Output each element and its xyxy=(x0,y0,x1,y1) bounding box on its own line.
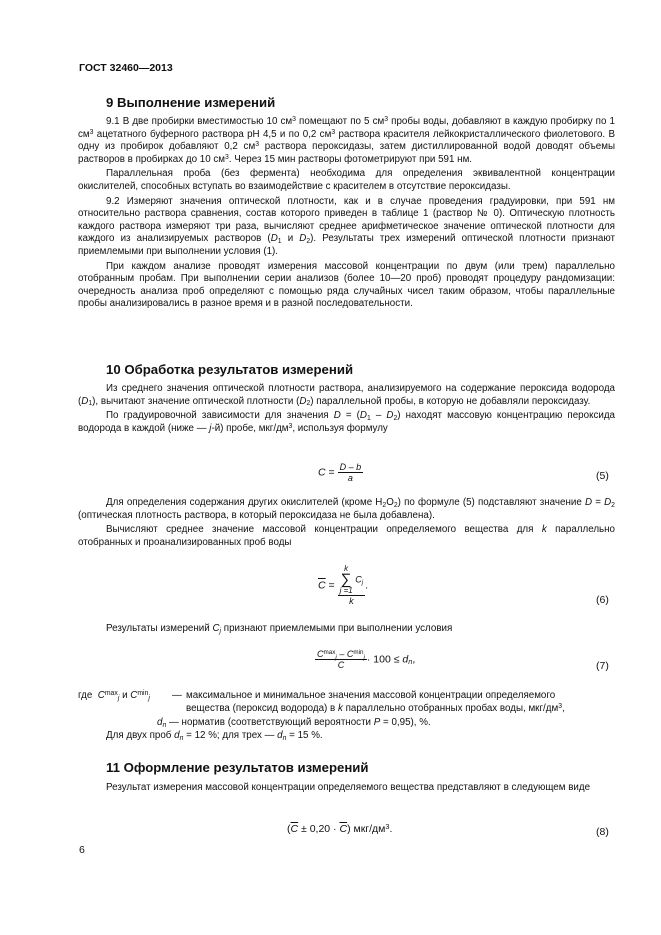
paragraph-10-5: Результаты измерений $C_j$ признают приемлемыми при выполнении условия xyxy=(106,623,453,635)
equation-5-number: (5) xyxy=(596,470,609,482)
paragraph-10-1: Из среднего значения оптической плотности раствора, анализируемого на содержание пероксида водорода $(D_1)$, вычитают значение оптической плотности $(D_2)$ параллельной пробы, в которую не добавляли пероксидазу. xyxy=(78,383,615,408)
section-10-body-a xyxy=(78,383,615,435)
paragraph-10-2: По градуировочной зависимости для значения $D = (D_1 - D_2)$ находят массовую концентрацию пероксида водорода в каждой (ниже — j-й) пробе, мкг/$дм^3$, используя формулу xyxy=(78,410,615,434)
paragraph-10-4: Вычисляют среднее значение массовой концентрации определяемого вещества для k параллельно отобранных и проанализированных проб воды xyxy=(78,524,616,548)
section-9-body xyxy=(78,116,615,311)
where-definition-2: $d_n$ — норматив (соответствующий вероятности P = 0,95), %. xyxy=(157,717,431,729)
where-clause-dash: — xyxy=(172,690,182,701)
where-definition-1b: вещества (пероксид водорода) в k параллельно отобранных пробах воды, мкг/$дм^3$, xyxy=(186,702,565,714)
section-11-title: 11 Оформление результатов измерений xyxy=(106,760,369,775)
document-header: ГОСТ 32460—2013 xyxy=(79,62,173,74)
equation-7: $\frac{C^{max}_j - C^{min}_j}{C}$ · $100 \le d_n$, xyxy=(317,649,416,670)
section-10-title: 10 Обработка результатов измерений xyxy=(106,362,354,377)
page-number: 6 xyxy=(79,844,85,856)
paragraph-9-parallel: Параллельная проба (без фермента) необходима для определения эквивалентной концентрации окислителей, способных вступать во взаимодействие с красителем в отсутствие пероксидазы. xyxy=(78,168,615,192)
equation-6-number: (6) xyxy=(596,594,609,606)
section-11-body xyxy=(78,782,615,795)
paragraph-10-6: Для двух проб $d_n = 12$ %; для трех — $d_n = 15$ %. xyxy=(106,730,323,742)
paragraph-10-3: Для определения содержания других окислителей (кроме $Н_2О_2$) по формуле (5) подставляют значение $D = D_2$ (оптическая плотность раствора, в который пероксидаза не была добавлена). xyxy=(78,497,615,521)
where-definition-1a: максимальное и минимальное значения массовой концентрации определяемого xyxy=(186,690,556,701)
paragraph-11-1: Результат измерения массовой концентрации определяемого вещества представляют в следующем виде xyxy=(106,782,591,793)
equation-8-number: (8) xyxy=(596,826,609,838)
paragraph-9-2: 9.2 Измеряют значения оптической плотности, как и в случае проведения градуировки, при 591 нм относительно раствора сравнения, состав которого приведен в таблице 1 (раствор № 0). Оптическую плотность каждого раствора измеряют три раза, вычисляют среднее арифметическое значение оптической плотности для каждого из анализируемых растворов ($D_1$ и $D_2$). Результаты трех измерений оптической плотности признают приемлемыми при выполнении условия (1). xyxy=(78,195,615,257)
where-clause-line-1: где $C^{max}_j$ и $C^{min}_j$ xyxy=(78,689,150,702)
equation-7-number: (7) xyxy=(596,660,609,672)
paragraph-9-1: 9.1 В две пробирки вместимостью 10 $см^3$ помещают по 5 $см^3$ пробы воды, добавляют в каждую пробирку по 1 $см^3$ ацетатного буферного раствора рН 4,5 и по 0,2 $см^3$ раствора красителя лейкокристаллического фиолетового. В одну из пробирок добавляют 0,2 $см^3$ раствора пероксидазы, затем дистиллированной водой доводят объемы растворов в пробирках до 10 $см^3$. Через 15 мин растворы фотометрируют при 591 нм. xyxy=(78,115,616,165)
section-10-body-c xyxy=(78,623,615,636)
equation-8: $(\overline{C} \pm 0,20 \cdot \overline{C})$ мкг/$дм^3$. xyxy=(287,821,393,835)
equation-6: $\overline{C}$ = k ∑ j =1 $C_j$ k . xyxy=(318,564,369,606)
section-9-title: 9 Выполнение измерений xyxy=(106,95,276,110)
paragraph-9-randomization: При каждом анализе проводят измерения массовой концентрации по двум (или трем) параллельно отобранным пробам. При выполнении серии анализов (более 10—20 проб) проводят процедуру рандомизации: очередность анализа проб определяют с помощью ряда случайных чисел таким образом, чтобы параллельные пробы анализировались в разное время и в разной последовательности. xyxy=(78,260,615,310)
section-10-body-b xyxy=(78,497,615,549)
equation-5: C = $\frac{D - b}{a}$ xyxy=(318,462,362,483)
